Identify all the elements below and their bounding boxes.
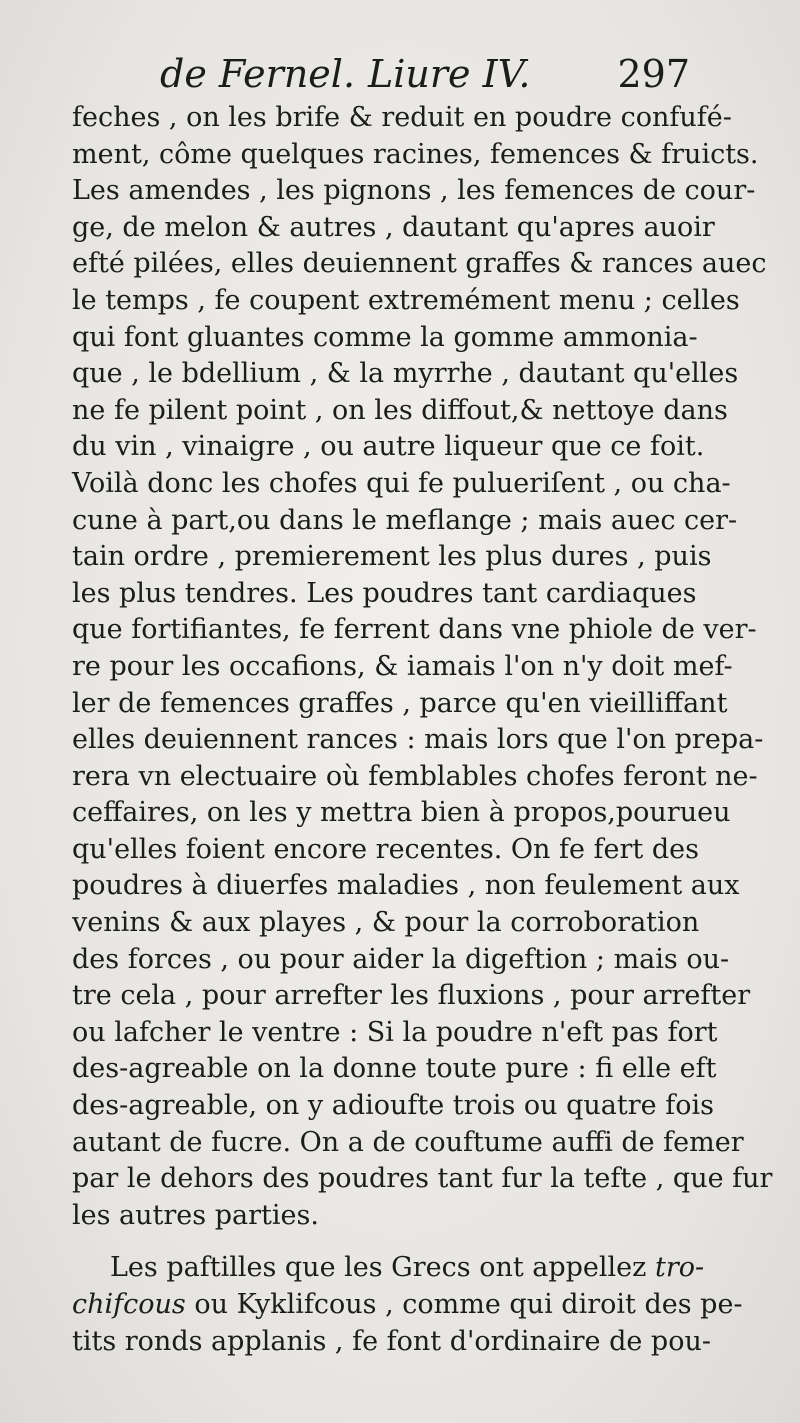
text-line xyxy=(72,1287,743,1324)
text-line: tain ordre , premierement les plus dures , puis xyxy=(72,541,712,573)
text-line: ler de femences graffes , parce qu'en vieilliffant xyxy=(72,687,728,719)
text-line: tits ronds applanis , fe font d'ordinaire de pou- xyxy=(72,1325,711,1357)
running-header xyxy=(160,48,690,100)
text-line: que , le bdellium , & la myrrhe , dautant qu'elles xyxy=(72,358,739,390)
text-line: re pour les occafions, & iamais l'on n'y doit mef- xyxy=(72,650,733,682)
text-line: efté pilées, elles deuiennent graffes & rances auec xyxy=(72,248,767,280)
text-line: Voilà donc les chofes qui fe pulueriſent , ou cha- xyxy=(72,467,731,499)
text-line: des-agreable on la donne toute pure : fi elle eft xyxy=(72,1053,717,1085)
body-text xyxy=(72,100,773,1360)
text-line: autant de fucre. On a de couftume auffi de femer xyxy=(72,1126,744,1158)
text-line: poudres à diuerfes maladies , non feulement aux xyxy=(72,870,740,902)
text-line: le temps , fe coupent extremément menu ; celles xyxy=(72,284,740,316)
text-line: ment, côme quelques racines, femences & fruicts. xyxy=(72,138,759,170)
italic-word: tro- xyxy=(654,1252,705,1284)
text-line: que fortifiantes, fe ferrent dans vne phiole de ver- xyxy=(72,614,757,646)
text-line: du vin , vinaigre , ou autre liqueur que ce foit. xyxy=(72,431,705,463)
text-line: ge, de melon & autres , dautant qu'apres auoir xyxy=(72,211,715,243)
text-line: ne fe pilent point , on les diffout,& nettoye dans xyxy=(72,394,728,426)
text-line: rera vn electuaire où femblables chofes feront ne- xyxy=(72,760,758,792)
text-line: qu'elles foient encore recentes. On fe fert des xyxy=(72,833,699,865)
text-line: elles deuiennent rances : mais lors que l'on prepa- xyxy=(72,724,764,756)
running-title: de Fernel. xyxy=(160,52,356,96)
text-line: venins & aux playes , & pour la corroboration xyxy=(72,907,700,939)
text-run: ou Kyklifcous , comme qui diroit des pe- xyxy=(194,1289,743,1320)
text-line: les autres parties. xyxy=(72,1199,319,1231)
page-number: 297 xyxy=(617,52,690,96)
text-line xyxy=(72,1250,705,1287)
text-line: cune à part,ou dans le meflange ; mais auec cer- xyxy=(72,504,738,536)
paragraph-gap xyxy=(72,1234,694,1250)
text-line: les plus tendres. Les poudres tant cardiaques xyxy=(72,577,697,609)
text-line: feches , on les brife & reduit en poudre confufé- xyxy=(72,102,732,133)
text-run: Les paftilles que les Grecs ont appellez xyxy=(110,1252,647,1284)
book-label: Liure IV. xyxy=(368,52,531,96)
text-line: des forces , ou pour aider la digeftion ; mais ou- xyxy=(72,943,730,975)
text-line: ceffaires, on les y mettra bien à propos,pourueu xyxy=(72,797,731,829)
text-line: qui font gluantes comme la gomme ammonia- xyxy=(72,321,698,353)
text-line: tre cela , pour arrefter les fluxions , pour arrefter xyxy=(72,980,751,1012)
text-line: Les amendes , les pignons , les femences de cour- xyxy=(72,175,756,207)
text-line: par le dehors des poudres tant fur la tefte , que fur xyxy=(72,1163,773,1195)
text-line: des-agreable, on y adioufte trois ou quatre fois xyxy=(72,1090,714,1122)
text-line: ou lafcher le ventre : Si la poudre n'eft pas fort xyxy=(72,1016,718,1048)
italic-word: chifcous xyxy=(72,1289,186,1320)
